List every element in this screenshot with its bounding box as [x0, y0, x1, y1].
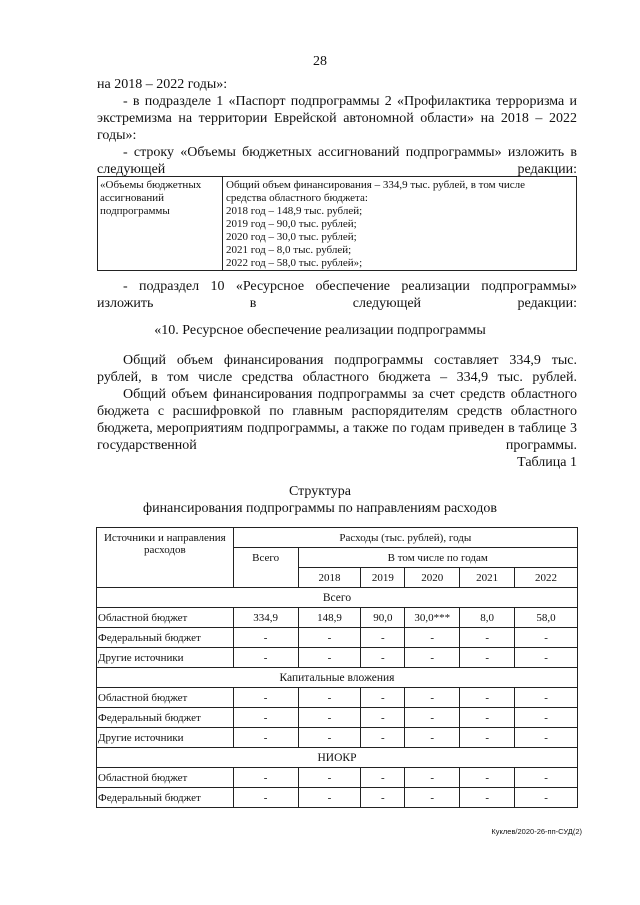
header-year: 2022 [515, 568, 578, 588]
box-left-cell [100, 179, 218, 218]
table-row [97, 648, 578, 668]
box-right-line: средства областного бюджета: [226, 192, 368, 204]
header-sources: Источники и направления расходов [97, 528, 234, 588]
header-total: Всего [233, 548, 298, 588]
table-header-row [97, 528, 578, 548]
paragraph-subsection-10: - подраздел 10 «Ресурсное обеспечение реализации подпрограммы» изложить в следующей редакции: [97, 279, 577, 311]
row-label: Федеральный бюджет [97, 788, 234, 808]
cell-value: 30,0*** [405, 608, 460, 628]
cell-value: - [361, 688, 405, 708]
cell-value: 58,0 [515, 608, 578, 628]
cell-value: - [233, 688, 298, 708]
section-row [97, 668, 578, 688]
row-label: Областной бюджет [97, 768, 234, 788]
cell-value: - [233, 648, 298, 668]
row-label: Федеральный бюджет [97, 708, 234, 728]
page-number: 28 [313, 54, 327, 69]
cell-value: 8,0 [460, 608, 515, 628]
box-right-line: 2021 год – 8,0 тыс. рублей; [226, 244, 352, 256]
cell-value: - [515, 628, 578, 648]
section-title-cell: Капитальные вложения [97, 668, 578, 688]
box-right-cell [226, 179, 572, 270]
table-row [97, 728, 578, 748]
cell-value: - [233, 708, 298, 728]
cell-value: - [298, 768, 361, 788]
row-label: Другие источники [97, 648, 234, 668]
cell-value: - [361, 728, 405, 748]
cell-value: - [460, 688, 515, 708]
section-row [97, 588, 578, 608]
cell-value: - [233, 628, 298, 648]
cell-value: - [298, 688, 361, 708]
box-right-line: 2019 год – 90,0 тыс. рублей; [226, 218, 357, 230]
cell-value: - [460, 788, 515, 808]
cell-value: - [460, 628, 515, 648]
row-label: Другие источники [97, 728, 234, 748]
table-row [97, 708, 578, 728]
box-right-line: Общий объем финансирования – 334,9 тыс. рублей, в том числе [226, 179, 525, 191]
cell-value: - [233, 728, 298, 748]
section-title: «10. Ресурсное обеспечение реализации подпрограммы [154, 323, 486, 338]
box-right-line: 2020 год – 30,0 тыс. рублей; [226, 231, 357, 243]
footer-code: Куклев/2020-26-пп-СУД(2) [491, 827, 582, 836]
cell-value: 334,9 [233, 608, 298, 628]
cell-value: - [515, 688, 578, 708]
structure-title: Структура [288, 484, 352, 499]
header-expenses: Расходы (тыс. рублей), годы [233, 528, 577, 548]
cell-value: - [515, 768, 578, 788]
cell-value: - [460, 728, 515, 748]
cell-value: - [405, 648, 460, 668]
cell-value: 90,0 [361, 608, 405, 628]
section-row [97, 748, 578, 768]
cell-value: - [361, 628, 405, 648]
cell-value: - [405, 788, 460, 808]
row-label: Федеральный бюджет [97, 628, 234, 648]
paragraph-funding-breakdown: Общий объем финансирования подпрограммы за счет средств областного бюджета с расшифровкой по главным распорядителям средств областного бюджета, мероприятиям подпрограммы, а также по годам приведен в таблице 3 государственной программы. [97, 387, 577, 453]
cell-value: - [233, 768, 298, 788]
cell-value: - [361, 708, 405, 728]
box-left-line: подпрограммы [100, 205, 170, 217]
cell-value: - [405, 728, 460, 748]
row-label: Областной бюджет [97, 608, 234, 628]
cell-value: - [460, 768, 515, 788]
paragraph-total-funding: Общий объем финансирования подпрограммы составляет 334,9 тыс. рублей, в том числе средства областного бюджета – 334,9 тыс. рублей. [97, 353, 577, 385]
cell-value: 148,9 [298, 608, 361, 628]
cell-value: - [298, 648, 361, 668]
cell-value: - [515, 788, 578, 808]
cell-value: - [361, 788, 405, 808]
cell-value: - [405, 768, 460, 788]
section-title-cell: НИОКР [97, 748, 578, 768]
cell-value: - [405, 688, 460, 708]
header-by-years: В том числе по годам [298, 548, 577, 568]
cell-value: - [460, 648, 515, 668]
cell-value: - [405, 708, 460, 728]
table-row [97, 608, 578, 628]
table-label: Таблица 1 [517, 455, 577, 470]
header-year: 2018 [298, 568, 361, 588]
paragraph-subsection-1: - в подразделе 1 «Паспорт подпрограммы 2 «Профилактика терроризма и экстремизма на территории Еврейской автономной области» на 2018 – 2022 годы»: [97, 94, 577, 143]
header-year: 2020 [405, 568, 460, 588]
cell-value: - [298, 628, 361, 648]
financing-table [96, 527, 578, 808]
cell-value: - [515, 648, 578, 668]
cell-value: - [515, 728, 578, 748]
cell-value: - [405, 628, 460, 648]
table-row [97, 688, 578, 708]
section-title-cell: Всего [97, 588, 578, 608]
table-row [97, 628, 578, 648]
cell-value: - [298, 728, 361, 748]
cell-value: - [361, 648, 405, 668]
table-row [97, 768, 578, 788]
header-year: 2021 [460, 568, 515, 588]
box-divider [222, 177, 223, 270]
row-label: Областной бюджет [97, 688, 234, 708]
cell-value: - [361, 768, 405, 788]
paragraph-line-change: - строку «Объемы бюджетных ассигнований подпрограммы» изложить в следующей редакции: [97, 145, 577, 177]
header-year: 2019 [361, 568, 405, 588]
cell-value: - [515, 708, 578, 728]
box-right-line: 2022 год – 58,0 тыс. рублей»; [226, 257, 363, 269]
cell-value: - [298, 788, 361, 808]
cell-value: - [298, 708, 361, 728]
box-left-line: «Объемы бюджетных [100, 179, 202, 191]
structure-subtitle: финансирования подпрограммы по направлениям расходов [143, 501, 497, 516]
table-row [97, 788, 578, 808]
box-right-line: 2018 год – 148,9 тыс. рублей; [226, 205, 363, 217]
box-left-line: ассигнований [100, 192, 165, 204]
paragraph-intro: на 2018 – 2022 годы»: [97, 77, 228, 92]
cell-value: - [460, 708, 515, 728]
cell-value: - [233, 788, 298, 808]
budget-allocation-box [97, 176, 577, 271]
